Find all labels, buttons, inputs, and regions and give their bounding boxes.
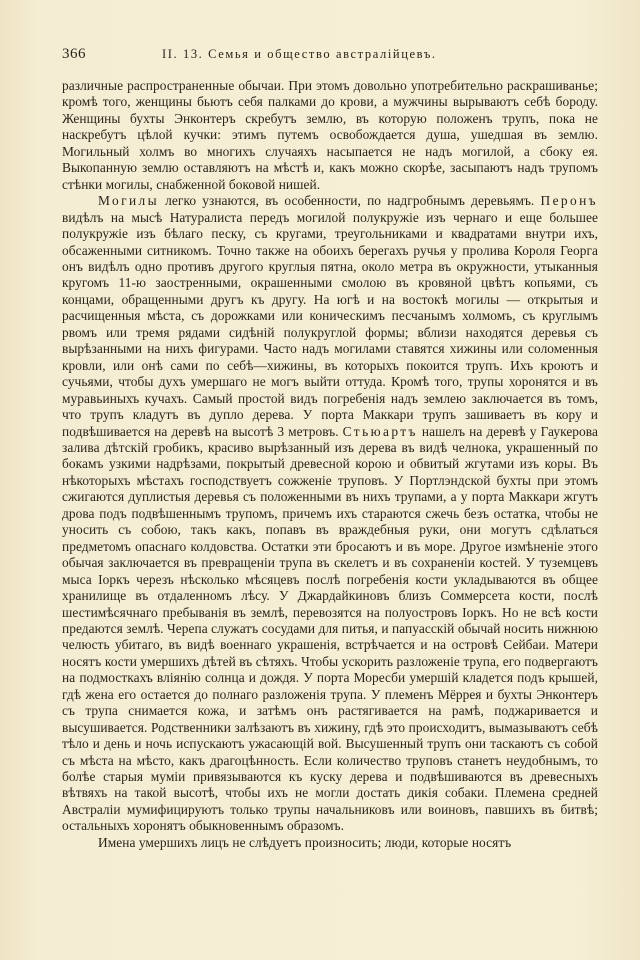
text-run: легко узнаются, въ особенности, по надгробнымъ деревьямъ. <box>159 193 541 209</box>
paragraph <box>62 193 598 835</box>
text-run: различные распространенные обычаи. При этомъ довольно употребительно раскрашиванье; кромѣ того, женщины бьютъ себя палками до крови, а мужчины вырываютъ себѣ бороду. Женщины бухты Энконтеръ скребутъ землю, въ которую положенъ трупъ, пока не наскребутъ цѣлой кучки: этимъ путемъ освобождается душа, ушедшая въ землю. Могильный холмъ во многихъ случаяхъ насыпается не надъ могилой, а сбоку ея. Выкопанную землю оставляютъ на мѣстѣ и, какъ можно скорѣе, засыпаютъ надъ трупомъ стѣнки могилы, снабженной боковой нишей. <box>62 78 598 192</box>
running-head <box>62 46 596 66</box>
chapter-title: II. 13. Семья и общество австралійцевъ. <box>162 47 437 61</box>
paragraph <box>62 78 598 193</box>
body-text <box>62 78 598 851</box>
page-number: 366 <box>62 46 86 62</box>
emphasized-name: Могилы <box>98 193 160 209</box>
emphasized-name: Стьюартъ <box>342 423 418 439</box>
text-run: видѣлъ на мысѣ Натуралиста передъ могилой полукружіе изъ чернаго и еще большее полукружіе изъ бѣлаго песку, съ кругами, треугольниками и квадратами внутри ихъ, обсаженными ситникомъ. Точно также на обоихъ берегахъ ручья у пролива Короля Георга онъ видѣлъ одно противъ другого круглыя пятна, около метра въ окружности, утыканныя кругомъ 11-ю заостренными, окрашенными смолою въ кровяной цвѣтъ копьями, съ концами, обращенными другъ къ другу. На югѣ и на востокѣ могилы — открытыя и расчищенныя мѣста, съ дорожками или коническимъ песчанымъ холмомъ, съ круглымъ рвомъ или тремя рядами сидѣній полукруглой формы; вблизи находятся деревья съ вырѣзанными на нихъ фигурами. Часто надъ могилами ставятся хижины или соломенныя кровли, или онѣ сами по себѣ—хижины, въ которыхъ покоится трупъ. Ихъ кроютъ и сучьями, чтобы духъ умершаго не могъ выйти оттуда. Кромѣ того, трупы хоронятся и въ муравьиныхъ кучахъ. Самый простой видъ погребенія надъ землею заключается въ томъ, что трупъ кладутъ въ дупло дерева. У порта Маккари трупъ зашиваетъ въ кору и подвѣшивается на деревѣ на высотѣ 3 метровъ. <box>62 209 598 439</box>
text-run: Имена умершихъ лицъ не слѣдуетъ произносить; люди, которые носятъ <box>98 834 512 850</box>
paragraph <box>62 835 598 851</box>
emphasized-name: Перонъ <box>540 193 598 209</box>
text-run: нашелъ на деревѣ у Гаукерова залива дѣтскій гробикъ, красиво вырѣзанный изъ дерева въ видѣ челнока, украшенный по бокамъ узкими надрѣзами, покрытый древесной корою и обвитый жгутами изъ коры. Въ нѣкоторыхъ мѣстахъ господствуетъ сожженіе труповъ. У Портлэндской бухты при этомъ сжигаются дуплистыя деревья съ положенными въ нихъ трупами, а у порта Маккари жгутъ дрова подъ подвѣшеннымъ трупомъ, причемъ ихъ стараются сжечь безъ остатка, чтобы не уносить съ собою, такъ какъ, попавъ въ враждебныя руки, они могутъ сдѣлаться предметомъ опаснаго колдовства. Остатки эти бросаютъ и въ море. Другое измѣненіе этого обычая заключается въ превращеніи трупа въ скелетъ и въ сохраненіи костей. У туземцевъ мыса Іоркъ черезъ нѣсколько мѣсяцевъ послѣ погребенія кости укладываются въ общее хранилище въ отдаленномъ лѣсу. У Джардайкиновъ близъ Соммерсета кости, послѣ шестимѣсячнаго пребыванія въ землѣ, перевозятся на полуостровъ Іоркъ. Но не всѣ кости предаются землѣ. Черепа служатъ сосудами для питья, и папуасскій обычай носить нижнюю челюсть убитаго, въ видѣ военнаго украшенія, встрѣчается и на островѣ Сейбаи. Матери носятъ кости умершихъ дѣтей въ сѣтяхъ. Чтобы ускорить разложеніе трупа, его подвергаютъ на подмосткахъ вліянію солнца и дождя. У порта Моресби умершій кладется подъ крышей, гдѣ жена его остается до полнаго разложенія трупа. У племенъ Мёррея и бухты Энконтеръ съ трупа снимается кожа, и затѣмъ онъ растягивается на рамѣ, поджаривается и высушивается. Родственники залѣзаютъ въ хижину, гдѣ это происходитъ, вымазываютъ себѣ тѣло и день и ночь испускаютъ ужасающій вой. Высушенный трупъ они таскаютъ съ собой съ мѣста на мѣсто, какъ драгоцѣнность. Если количество труповъ станетъ неудобнымъ, то болѣе старыя муміи привязываются къ куску дерева и подвѣшиваются въ древесныхъ вѣтвяхъ на такой высотѣ, чтобы ихъ не могли достать дикія собаки. Племена средней Австраліи мумифицируютъ только трупы начальниковъ или воиновъ, павшихъ въ битвѣ; остальныхъ хоронятъ обыкновеннымъ образомъ. <box>62 423 598 834</box>
